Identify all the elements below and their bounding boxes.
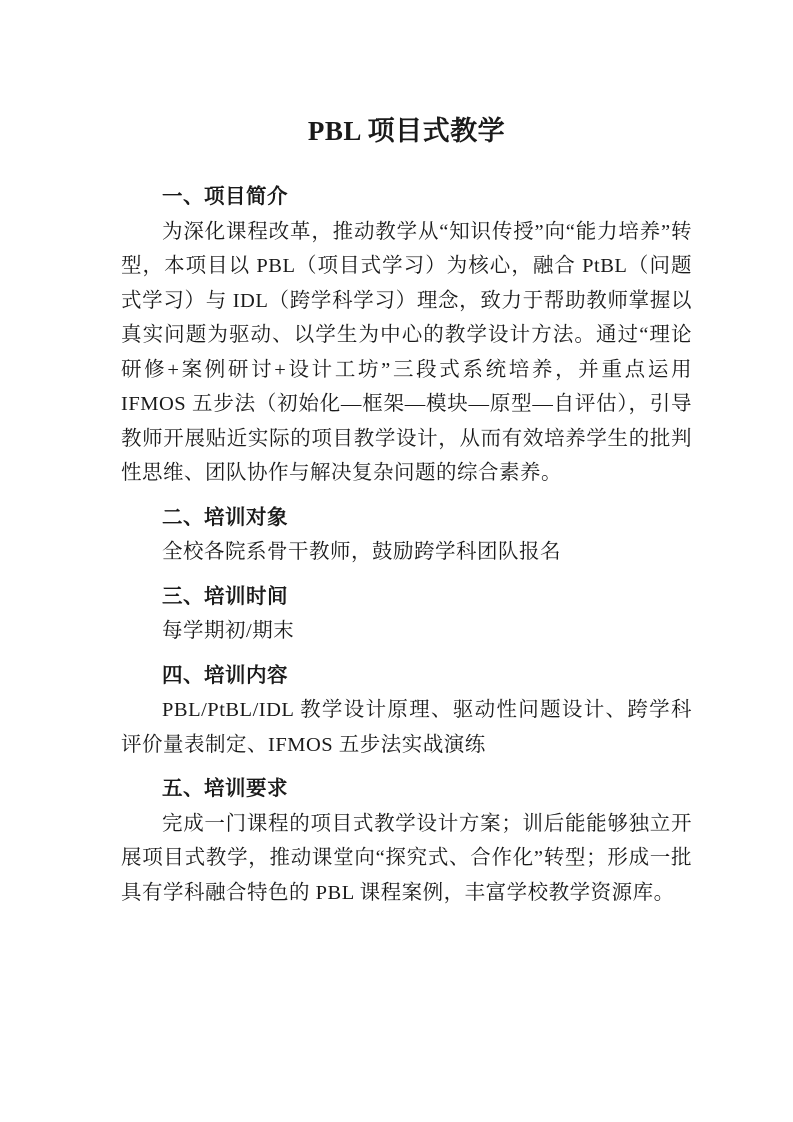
- section-training-audience: [121, 501, 692, 570]
- paragraph-project-intro: 为深化课程改革，推动教学从“知识传授”向“能力培养”转型，本项目以 PBL（项目式学习）为核心，融合 PtBL（问题式学习）与 IDL（跨学科学习）理念，致力于帮助教师掌握以真实问题为驱动、以学生为中心的教学设计方法。通过“理论研修+案例研讨+设计工坊”三段式系统培养，并重点运用 IFMOS 五步法（初始化—框架—模块—原型—自评估），引导教师开展贴近实际的项目教学设计，从而有效培养学生的批判性思维、团队协作与解决复杂问题的综合素养。: [121, 220, 692, 484]
- section-training-requirements: [121, 772, 692, 910]
- paragraph-training-time: 每学期初/期末: [162, 620, 295, 642]
- paragraph-training-audience: 全校各院系骨干教师，鼓励跨学科团队报名: [162, 541, 561, 563]
- section-training-time: [121, 580, 692, 649]
- paragraph-training-requirements: 完成一门课程的项目式教学设计方案；训后能能够独立开展项目式教学，推动课堂向“探究式、合作化”转型；形成一批具有学科融合特色的 PBL 课程案例，丰富学校教学资源库。: [121, 812, 692, 904]
- section-heading-training-requirements: 五、培训要求: [162, 777, 288, 800]
- page-title: PBL 项目式教学: [307, 116, 506, 146]
- section-heading-training-audience: 二、培训对象: [162, 505, 288, 529]
- section-heading-training-content: 四、培训内容: [162, 663, 288, 687]
- section-heading-project-intro: 一、项目简介: [162, 185, 288, 208]
- paragraph-training-content: PBL/PtBL/IDL 教学设计原理、驱动性问题设计、跨学科评价量表制定、IFMOS 五步法实战演练: [121, 699, 692, 756]
- section-project-intro: [121, 180, 692, 491]
- section-training-content: [121, 659, 692, 763]
- section-heading-training-time: 三、培训时间: [162, 584, 288, 608]
